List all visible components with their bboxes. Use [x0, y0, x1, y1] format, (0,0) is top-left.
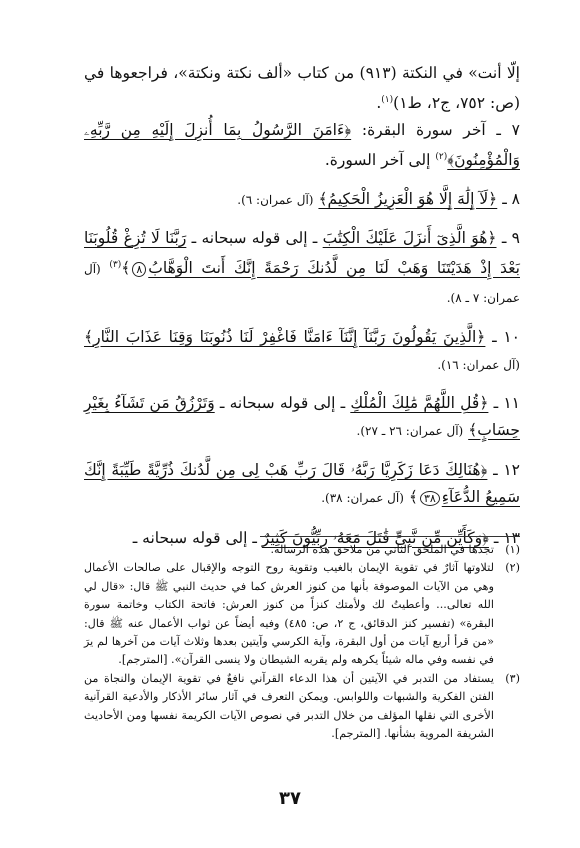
footnotes	[84, 541, 520, 743]
paragraph-intro	[84, 60, 520, 117]
item-11	[84, 390, 520, 445]
intro-text: إلّا أنت» في النكتة (٩١٣) من كتاب «ألف نكتة ونكتة»، فراجعوها في (ص: ٧٥٢، ج٢، ط١)	[84, 64, 520, 112]
intro-end: .	[376, 93, 382, 112]
spacer	[84, 174, 520, 186]
ayah-number-icon: ٨	[132, 262, 146, 277]
footnote-text: لتلاوتها آثارٌ في تقوية الإيمان بالغيب وتقوية روح التوجه والإقبال على صالحات الأعمال وهي من الآيات الموصوفة بأنها من كنوز العرش كما في حديث النبي ﷺ قال: «قال لي الله تعالى... وأعطيتُ لك ولأمتك كنزاً من كنوز العرش: فاتحة الكتاب وخاتمة سورة البقرة» (تفسير كنز الدقائق، ج ٢، ص: ٤٨٥) وفيه أيضاً عن ثواب الأعمال عنه ﷺ قال: «من قرأ أربع آيات من أول البقرة، وآية الكرسي وآيتين بعدها وثلاث آيات من آخرها لم يرَ في نفسه وفي ماله شيئاً يكرهه ولم يقربه الشيطان ولا ينسى القرآن». [المترجم].	[84, 561, 494, 667]
verse-reference: (آل عمران: ٦).	[237, 192, 314, 207]
item-13-label: ١٣ ـ	[493, 528, 520, 547]
quran-verse: ﴿الَّذِينَ يَقُولُونَ رَبَّنَآ إِنَّنَآ ءَامَنَّا فَاغْفِرْ لَنَا ذُنُوبَنَا وَقِنَا عَذَابَ النَّارِ﴾	[84, 327, 486, 346]
footnote-marker: (١)	[381, 94, 394, 105]
quran-verse: ﴿ءَامَنَ الرَّسُولُ بِمَا أُنزِلَ إِلَيْهِ مِن رَّبِّهِۦ وَالْمُؤْمِنُونَ﴾	[84, 120, 520, 169]
item-10-label: ١٠ ـ	[492, 327, 521, 346]
quran-verse: ﴿قُلِ اللَّهُمَّ مَٰلِكَ الْمُلْكِ	[350, 394, 489, 413]
item-7	[84, 117, 520, 174]
quran-verse: ﴿هُنَالِكَ دَعَا زَكَرِيَّا رَبَّهُۥ قَالَ رَبِّ هَبْ لِى مِن لَّدُنكَ ذُرِّيَّةً طَيِّبَةً إِنَّكَ سَمِيعُ الدُّعَآءِ	[84, 461, 520, 506]
connector-text: ـ إلى قوله سبحانه ـ	[132, 528, 257, 547]
spacer	[84, 378, 520, 390]
footnote-text: تجدها في الملحق الثاني من ملاحق هذه الرسالة.	[270, 543, 494, 556]
quran-verse: وَتَرْزُقُ مَن تَشَآءُ بِغَيْرِ حِسَابٍ﴾	[84, 394, 520, 440]
quran-verse: ﴿لَآ إِلَٰهَ إِلَّا هُوَ الْعَزِيزُ الْحَكِيمُ﴾	[318, 189, 498, 208]
spacer	[84, 213, 520, 225]
quran-verse: رَبَّنَا لَا تُزِغْ قُلُوبَنَا بَعْدَ إِذْ هَدَيْتَنَا وَهَبْ لَنَا مِن لَّدُنكَ رَحْمَةً إِنَّكَ أَنتَ الْوَهَّابُ	[84, 229, 520, 278]
item-7-suffix: إلى آخر السورة.	[324, 150, 431, 169]
footnote-1	[84, 541, 520, 559]
connector-text: ـ إلى قوله سبحانه ـ	[219, 394, 346, 413]
connector-text: ـ إلى قوله سبحانه ـ	[191, 229, 318, 248]
item-8	[84, 186, 520, 214]
quran-verse: ﴿وَكَأَيِّن مِّن نَّبِىٍّ قَٰتَلَ مَعَهُۥ رِبِّيُّونَ كَثِيرٌ	[261, 528, 489, 547]
footnote-3	[84, 670, 520, 744]
item-9-label: ٩ ـ	[501, 229, 520, 248]
footnote-number: (٢)	[505, 561, 520, 575]
item-11-label: ١١ ـ	[493, 394, 520, 413]
footnote-number: (٣)	[505, 671, 520, 685]
footnote-divider	[260, 536, 520, 537]
item-7-label: ٧ ـ آخر سورة البقرة:	[361, 120, 520, 139]
spacer	[84, 513, 520, 525]
quran-bracket: ﴾	[121, 259, 131, 278]
main-text	[84, 60, 520, 551]
verse-reference: (آل عمران: ٢٦ ـ ٢٧).	[356, 424, 464, 439]
footnote-number: (١)	[505, 543, 520, 556]
footnote-text: يستفاد من التدبر في الآيتين أن هذا الدعاء القرآني نافعٌ في تقوية الإيمان والنجاة من الفتن الفكرية والشبهات واللوابس. ويمكن التعرف في آثار سائر الأذكار والأدعية القرآنية الأخرى التي نقلها المؤلف من خلال التدبر في نصوص الآيات الكريمة نفسها ومن الأحاديث الشريفة المروية بشأنها. [المترجم].	[84, 671, 494, 741]
verse-reference: (آل عمران: ١٦).	[437, 357, 520, 372]
item-8-label: ٨ ـ	[502, 189, 520, 208]
verse-reference: (آل عمران: ٣٨).	[321, 490, 404, 505]
ayah-number-icon: ٣٨	[420, 491, 440, 506]
verse-reference: (آل عمران: ٧ ـ ٨).	[84, 262, 520, 306]
item-10	[84, 324, 520, 379]
footnote-2	[84, 559, 520, 669]
quran-verse: ﴿هُوَ الَّذِىٓ أَنزَلَ عَلَيْكَ الْكِتَٰبَ	[322, 229, 497, 248]
item-12	[84, 457, 520, 513]
spacer	[84, 312, 520, 324]
page-number: ٣٧	[279, 788, 301, 809]
quran-bracket: ﴾	[408, 487, 418, 506]
footnote-marker: (٣)	[109, 260, 122, 271]
footnote-marker: (٢)	[435, 151, 448, 162]
spacer	[84, 445, 520, 457]
item-9	[84, 225, 520, 312]
item-12-label: ١٢ ـ	[493, 461, 521, 480]
